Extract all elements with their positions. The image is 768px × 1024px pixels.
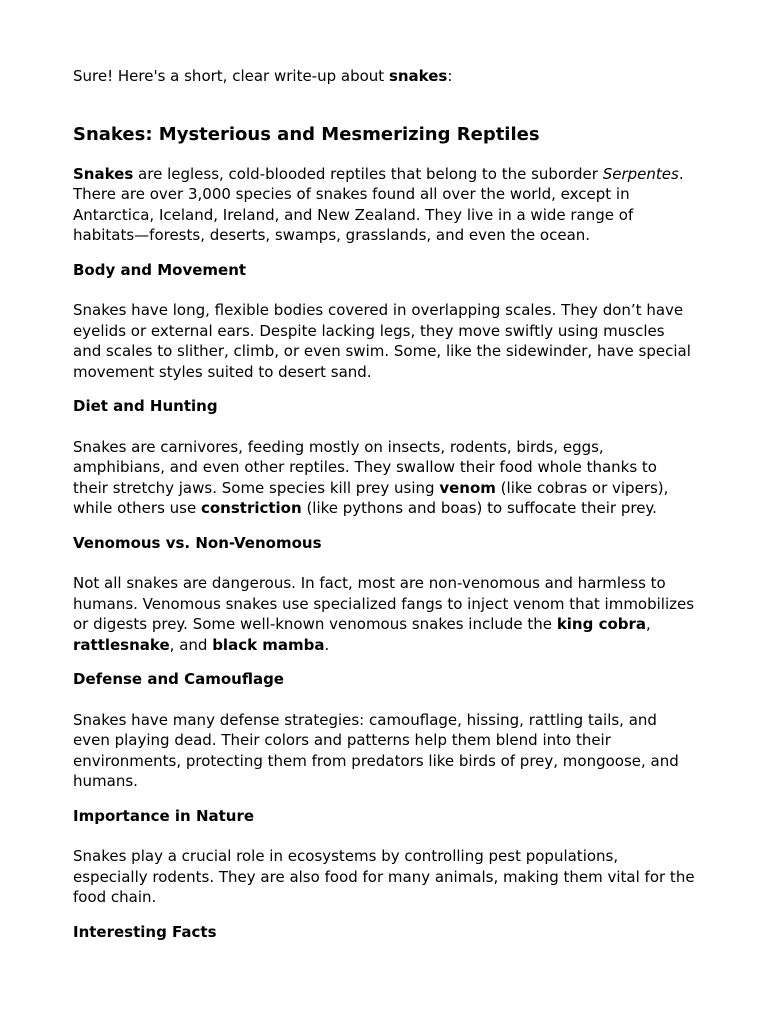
overview-text-1: are legless, cold-blooded reptiles that belong to the suborder: [133, 164, 603, 183]
venomous-snake-2: rattlesnake: [73, 635, 170, 654]
body-movement-paragraph: Snakes have long, flexible bodies covered in overlapping scales. They don’t have eyelids or external ears. Despite lacking legs, they move swiftly using muscles and scales to slither, climb, or even swim. Some, like the sidewinder, have special movement styles suited to desert sand.: [73, 301, 691, 381]
venomous-text-1: Not all snakes are dangerous. In fact, most are non-venomous and harmless to humans. Venomous snakes use specialized fangs to inject venom that immobilizes or digests prey. Some well-known venomous snakes include the: [73, 574, 695, 633]
venomous-end: .: [324, 635, 330, 654]
diet-text-2: (like cobras or vipers), while others use: [73, 478, 669, 517]
intro-suffix: :: [447, 67, 453, 85]
venomous-heading: Venomous vs. Non-Venomous: [73, 533, 322, 552]
venomous-sep-1: ,: [646, 615, 651, 633]
intro-line: [73, 66, 695, 87]
overview-term: Snakes: [73, 164, 134, 183]
body-movement-heading: Body and Movement: [73, 260, 247, 279]
intro-prefix: Sure! Here's a short, clear write-up about: [73, 67, 389, 85]
overview-paragraph: [73, 164, 695, 246]
defense-paragraph: Snakes have many defense strategies: camouflage, hissing, rattling tails, and even playing dead. Their colors and patterns help them blend into their environments, protecting them from predators like birds of prey, mongoose, and humans.: [73, 710, 679, 790]
diet-text-3: (like pythons and boas) to suffocate their prey.: [301, 499, 657, 517]
defense-heading: Defense and Camouflage: [73, 670, 284, 688]
venomous-sep-2: , and: [169, 635, 213, 654]
importance-paragraph: Snakes play a crucial role in ecosystems by controlling pest populations, especially rodents. They are also food for many animals, making them vital for the food chain.: [73, 847, 695, 906]
diet-venom: venom: [439, 478, 496, 497]
diet-text-1: Snakes are carnivores, feeding mostly on insects, rodents, birds, eggs, amphibians, and even other reptiles. They swallow their food whole thanks to their stretchy jaws. Some species kill prey using: [73, 437, 657, 497]
intro-topic: snakes: [388, 67, 448, 85]
importance-heading: Importance in Nature: [73, 806, 255, 825]
venomous-snake-3: black mamba: [212, 635, 325, 654]
diet-paragraph: [73, 437, 695, 519]
overview-text-2: . There are over 3,000 species of snakes found all over the world, except in Antarctica, Iceland, Ireland, and New Zealand. They live in a wide range of habitats—forests, deserts, swamps, grasslands, and even the ocean.: [73, 164, 684, 244]
diet-constriction: constriction: [200, 499, 302, 517]
overview-suborder: Serpentes: [602, 164, 679, 183]
venomous-paragraph: [73, 573, 695, 655]
document-title: Snakes: Mysterious and Mesmerizing Reptiles: [73, 123, 540, 145]
diet-heading: Diet and Hunting: [73, 397, 218, 415]
facts-heading: Interesting Facts: [73, 922, 217, 941]
venomous-snake-1: king cobra: [556, 615, 647, 633]
